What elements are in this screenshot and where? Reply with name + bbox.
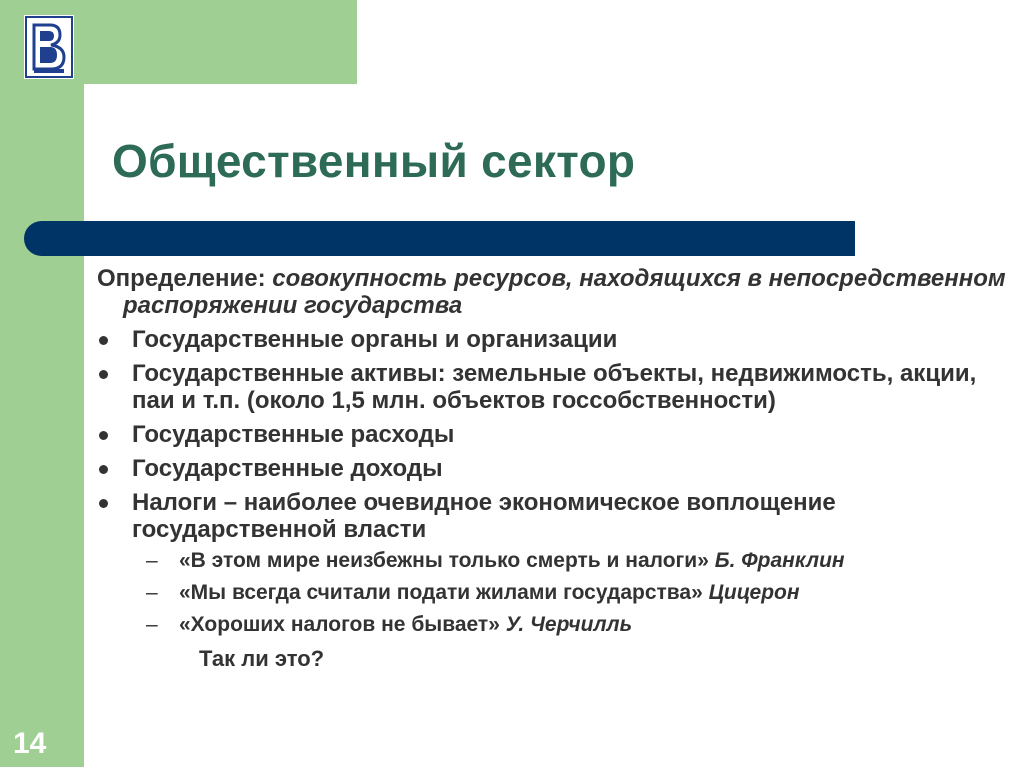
left-accent-stripe bbox=[0, 0, 84, 767]
bullet-list bbox=[97, 326, 1007, 637]
slide-content bbox=[97, 265, 1007, 672]
definition-text: совокупность ресурсов, находящихся в непосредственном распоряжении государства bbox=[123, 265, 1006, 319]
list-item-text: Государственные расходы bbox=[132, 421, 455, 448]
bullet-dot-icon bbox=[99, 431, 108, 440]
bullet-dot-icon bbox=[99, 499, 108, 508]
dash-marker: – bbox=[146, 549, 158, 572]
list-item bbox=[97, 326, 1007, 353]
definition bbox=[97, 265, 1007, 319]
slide-title: Общественный сектор bbox=[112, 135, 636, 187]
list-item bbox=[97, 421, 1007, 448]
quote-author: У. Черчилль bbox=[505, 613, 633, 636]
quote-item bbox=[132, 613, 1007, 637]
list-item-text: Налоги – наиболее очевидное экономическое воплощение государственной власти bbox=[132, 489, 836, 543]
quote-item bbox=[132, 549, 1007, 573]
quote-item bbox=[132, 581, 1007, 605]
dash-marker: – bbox=[146, 581, 158, 604]
quote-list bbox=[132, 549, 1007, 637]
title-underline-bar bbox=[24, 221, 855, 256]
list-item-text: Государственные активы: земельные объекты, недвижимость, акции, паи и т.п. (около 1,5 млн. объектов госсобственности) bbox=[132, 360, 977, 414]
closing-question: Так ли это? bbox=[199, 646, 325, 671]
quote-text: «В этом мире неизбежны только смерть и налоги» bbox=[179, 549, 709, 572]
bullet-dot-icon bbox=[99, 336, 108, 345]
list-item bbox=[97, 455, 1007, 482]
dash-marker: – bbox=[146, 613, 158, 636]
list-item bbox=[97, 360, 1007, 414]
list-item bbox=[97, 489, 1007, 637]
quote-text: «Мы всегда считали подати жилами государства» bbox=[179, 581, 703, 604]
definition-label: Определение: bbox=[97, 265, 266, 292]
quote-author: Б. Франклин bbox=[714, 549, 845, 572]
hse-logo-icon bbox=[24, 15, 74, 79]
bullet-dot-icon bbox=[99, 465, 108, 474]
slide-number: 14 bbox=[13, 727, 47, 760]
list-item-text: Государственные органы и организации bbox=[132, 326, 618, 353]
quote-author: Цицерон bbox=[708, 581, 800, 604]
list-item-text: Государственные доходы bbox=[132, 455, 443, 482]
bullet-dot-icon bbox=[99, 370, 108, 379]
quote-text: «Хороших налогов не бывает» bbox=[179, 613, 500, 636]
